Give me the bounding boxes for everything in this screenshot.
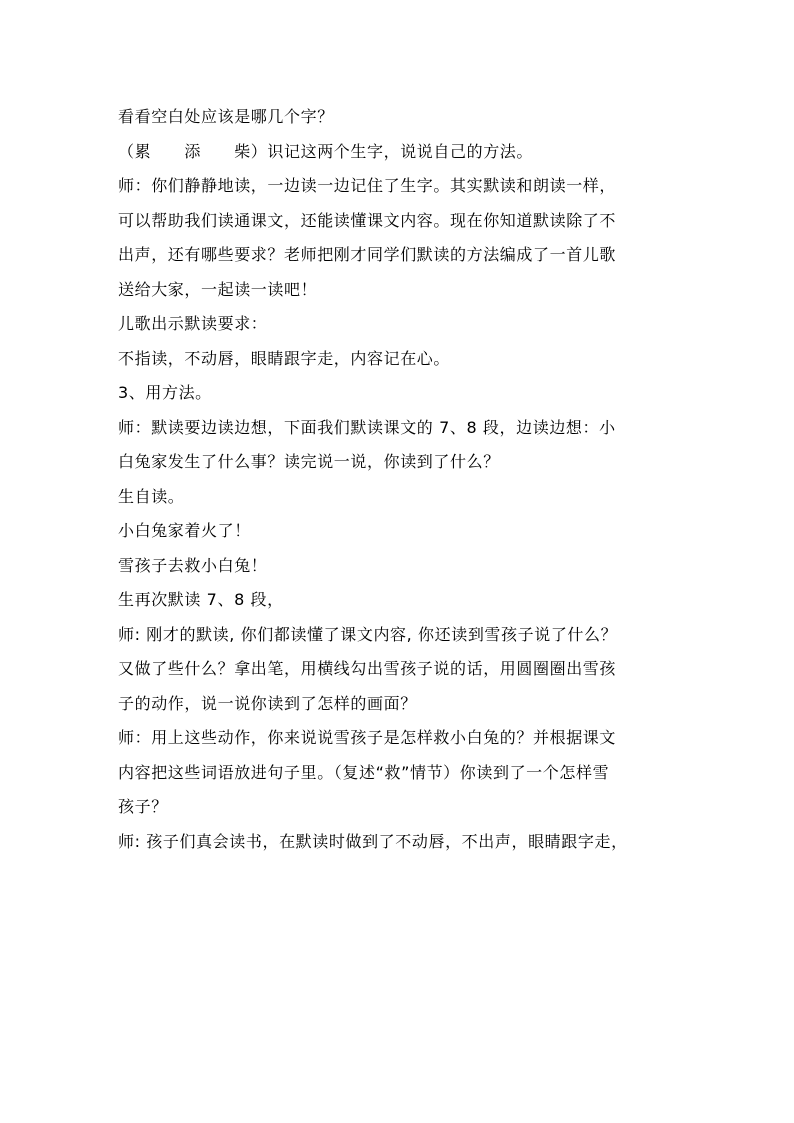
text-line: 儿歌出示默读要求： bbox=[118, 314, 268, 333]
text-line: 师：你们静静地读，一边读一边记住了生字。其实默读和朗读一样， bbox=[118, 176, 617, 195]
text-line: 看看空白处应该是哪几个字？ bbox=[118, 107, 334, 126]
text-line: 可以帮助我们读通课文，还能读懂课文内容。现在你知道默读除了不 bbox=[118, 210, 617, 230]
text-line: 师: 孩子们真会读书，在默读时做到了不动唇，不出声，眼睛跟字走， bbox=[118, 831, 628, 851]
text-line: 孩子？ bbox=[118, 797, 168, 816]
text-line: 内容把这些词语放进句子里。（复述“救”情节）你读到了一个怎样雪 bbox=[118, 762, 610, 782]
text-line: 师：默读要边读边想，下面我们默读课文的 7、8 段，边读边想：小 bbox=[118, 417, 616, 437]
text-line: 生自读。 bbox=[118, 486, 185, 506]
text-line: 子的动作，说一说你读到了怎样的画面？ bbox=[118, 693, 417, 713]
text-line: 出声，还有哪些要求？老师把刚才同学们默读的方法编成了一首儿歌 bbox=[118, 245, 617, 264]
text-line: 生再次默读 7、8 段， bbox=[118, 590, 284, 609]
text-line: 师：用上这些动作，你来说说雪孩子是怎样救小白兔的？并根据课文 bbox=[118, 728, 617, 747]
text-line: （累 添 柴）识记这两个生字，说说自己的方法。 bbox=[118, 141, 534, 161]
text-line: 白兔家发生了什么事？读完说一说，你读到了什么？ bbox=[118, 452, 500, 471]
text-line: 雪孩子去救小白兔！ bbox=[118, 555, 268, 575]
text-line: 不指读，不动唇，眼睛跟字走，内容记在心。 bbox=[118, 348, 451, 368]
text-line: 送给大家，一起读一读吧！ bbox=[118, 279, 318, 299]
text-line: 小白兔家着火了！ bbox=[118, 521, 251, 540]
document-body bbox=[118, 100, 684, 859]
text-line: 师: 刚才的默读, 你们都读懂了课文内容, 你还读到雪孩子说了什么？ bbox=[118, 624, 618, 644]
text-line: 3、用方法。 bbox=[118, 383, 212, 402]
text-line: 又做了些什么？拿出笔，用横线勾出雪孩子说的话，用圆圈圈出雪孩 bbox=[118, 659, 617, 678]
